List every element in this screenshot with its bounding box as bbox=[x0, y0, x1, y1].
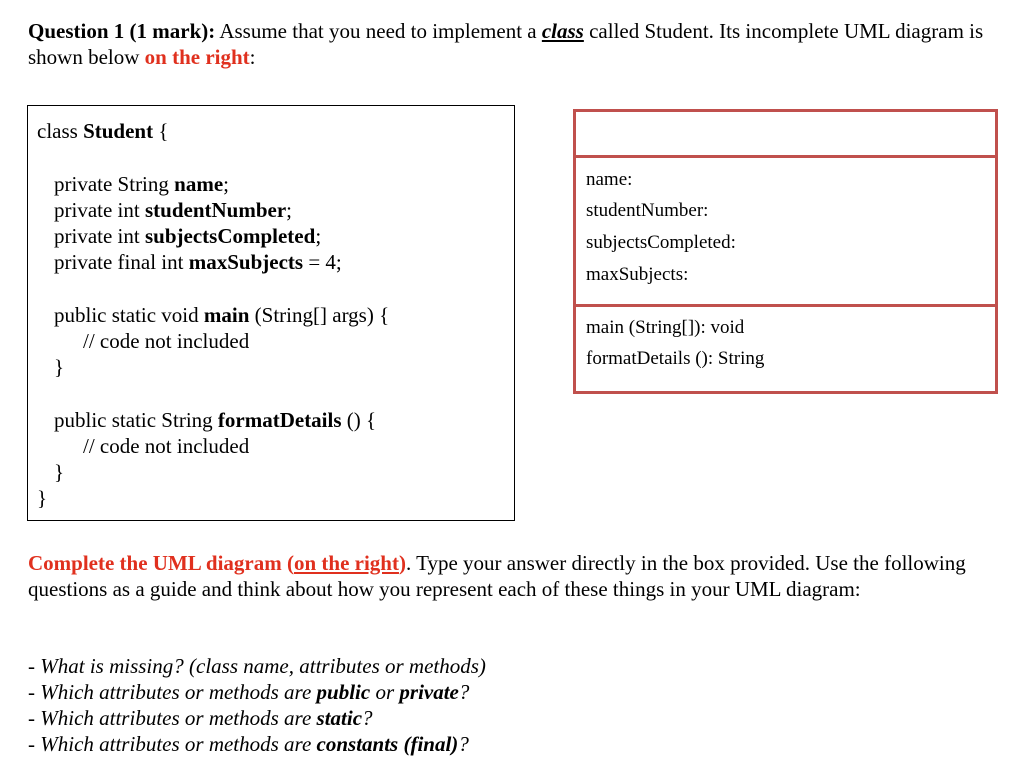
code-line-close-2: } bbox=[54, 460, 65, 484]
uml-method[interactable]: formatDetails (): String bbox=[586, 348, 765, 369]
guide-question-4: - Which attributes or methods are constants (final)? bbox=[28, 732, 469, 756]
uml-method[interactable]: main (String[]): void bbox=[586, 317, 745, 338]
code-line-name: private String name; bbox=[54, 172, 229, 196]
code-line-class: class Student { bbox=[37, 119, 169, 143]
code-line-main: public static void main (String[] args) { bbox=[54, 303, 390, 327]
code-line-comment-2: // code not included bbox=[83, 434, 250, 458]
question-text-3: : bbox=[249, 45, 256, 69]
instructions-lead-end: ) bbox=[398, 551, 406, 575]
uml-diagram bbox=[573, 109, 998, 394]
uml-attributes-box[interactable] bbox=[576, 158, 995, 307]
code-line-close-class: } bbox=[37, 486, 48, 510]
code-box bbox=[27, 105, 515, 521]
code-line-comment-1: // code not included bbox=[83, 329, 250, 353]
instructions-rest: . Type your answer directly in the box provided. Use the following questions as a guide and think about how you represent each of these things in your UML diagram: bbox=[28, 551, 966, 601]
guide-question-3: - Which attributes or methods are static? bbox=[28, 706, 373, 730]
uml-attribute[interactable]: subjectsCompleted: bbox=[586, 232, 736, 253]
uml-class-name-box[interactable] bbox=[576, 112, 995, 158]
uml-attribute[interactable]: maxSubjects: bbox=[586, 264, 689, 285]
question-highlight: on the right bbox=[144, 45, 250, 69]
question-text-2: called Student. Its incomplete UML diagram is shown below bbox=[28, 19, 984, 69]
instructions-link: on the right bbox=[293, 551, 399, 575]
class-word: class bbox=[541, 19, 584, 43]
code-line-max-subjects: private final int maxSubjects = 4; bbox=[54, 250, 342, 274]
code-line-student-number: private int studentNumber; bbox=[54, 198, 293, 222]
question-heading bbox=[28, 18, 988, 70]
uml-attribute[interactable]: studentNumber: bbox=[586, 200, 709, 221]
guide-question-2: - Which attributes or methods are public or private? bbox=[28, 680, 470, 704]
code-line-format-details: public static String formatDetails () { bbox=[54, 408, 377, 432]
instructions bbox=[28, 550, 988, 602]
instructions-lead: Complete the UML diagram ( bbox=[28, 551, 294, 575]
uml-attribute[interactable]: name: bbox=[586, 169, 633, 190]
question-text-1: Assume that you need to implement a bbox=[215, 19, 542, 43]
question-label: Question 1 (1 mark): bbox=[28, 19, 216, 43]
code-line-subjects-completed: private int subjectsCompleted; bbox=[54, 224, 322, 248]
guide-question-1: - What is missing? (class name, attributes or methods) bbox=[28, 654, 486, 678]
code-line-close-1: } bbox=[54, 355, 65, 379]
uml-methods-box[interactable] bbox=[576, 307, 995, 391]
